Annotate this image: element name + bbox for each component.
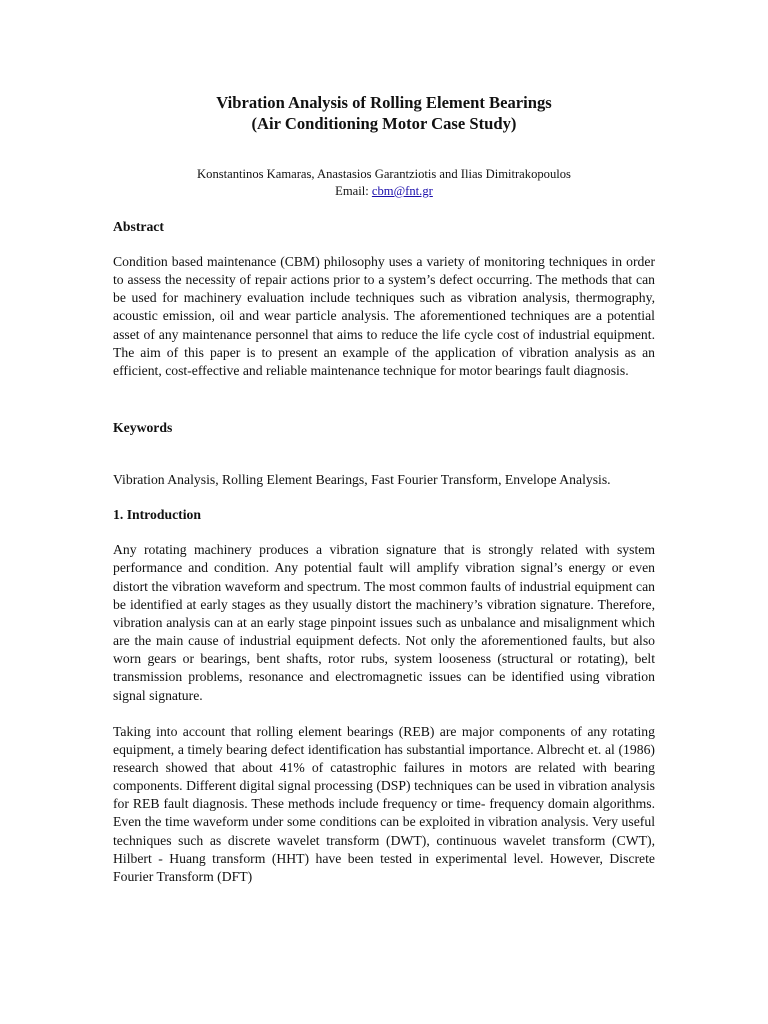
- email-label: Email:: [335, 184, 372, 198]
- keywords-text: Vibration Analysis, Rolling Element Bearings, Fast Fourier Transform, Envelope Analysis.: [113, 472, 611, 488]
- author-names: Konstantinos Kamaras, Anastasios Garantziotis and Ilias Dimitrakopoulos: [197, 167, 571, 181]
- paper-body: [113, 92, 655, 886]
- email-link[interactable]: cbm@fnt.gr: [371, 184, 433, 198]
- title-line-1: Vibration Analysis of Rolling Element Bearings: [216, 93, 552, 112]
- title-line-2: (Air Conditioning Motor Case Study): [251, 114, 517, 133]
- introduction-paragraph-1: Any rotating machinery produces a vibration signature that is strongly related with system performance and condition. Any potential fault will amplify vibration signal’s energy or even distort the vibration waveform and spectrum. The most common faults of industrial equipment can be identified at early stages as they usually distort the machinery’s vibration signature. Therefore, vibration analysis can at an early stage pinpoint issues such as unbalance and misalignment which are the main cause of industrial equipment defects. Not only the aforementioned faults, but also worn gears or bearings, bent shafts, rotor rubs, system looseness (structural or rotating), belt transmission problems, resonance and electromagnetic issues can be identified using vibration signal signature.: [113, 542, 655, 703]
- abstract-heading: Abstract: [113, 219, 164, 234]
- email-line: [113, 183, 655, 200]
- author-block: [113, 166, 655, 200]
- introduction-heading: 1. Introduction: [113, 507, 201, 523]
- paper-title: [113, 92, 655, 134]
- introduction-paragraph-2: Taking into account that rolling element bearings (REB) are major components of any rotating equipment, a timely bearing defect identification has substantial importance. Albrecht et. al (1986) research showed that about 41% of catastrophic failures in motors are related with bearing components. Different digital signal processing (DSP) techniques can be used in vibration analysis for REB fault diagnosis. These methods include frequency or time- frequency domain algorithms. Even the time waveform under some conditions can be exploited in vibration analysis. Very useful techniques such as discrete wavelet transform (DWT), continuous wavelet transform (CWT), Hilbert - Huang transform (HHT) have been tested in experimental level. However, Discrete Fourier Transform (DFT): [113, 723, 655, 884]
- abstract-text: Condition based maintenance (CBM) philosophy uses a variety of monitoring techniques in order to assess the necessity of repair actions prior to a system’s defect occurring. The methods that can be used for machinery evaluation include techniques such as vibration analysis, thermography, acoustic emission, oil and wear particle analysis. The aforementioned techniques are a potential asset of any maintenance personnel that aims to reduce the life cycle cost of industrial equipment. The aim of this paper is to present an example of the application of vibration analysis as an efficient, cost-effective and reliable maintenance technique for motor bearings fault diagnosis.: [113, 254, 655, 378]
- keywords-heading: Keywords: [113, 420, 173, 436]
